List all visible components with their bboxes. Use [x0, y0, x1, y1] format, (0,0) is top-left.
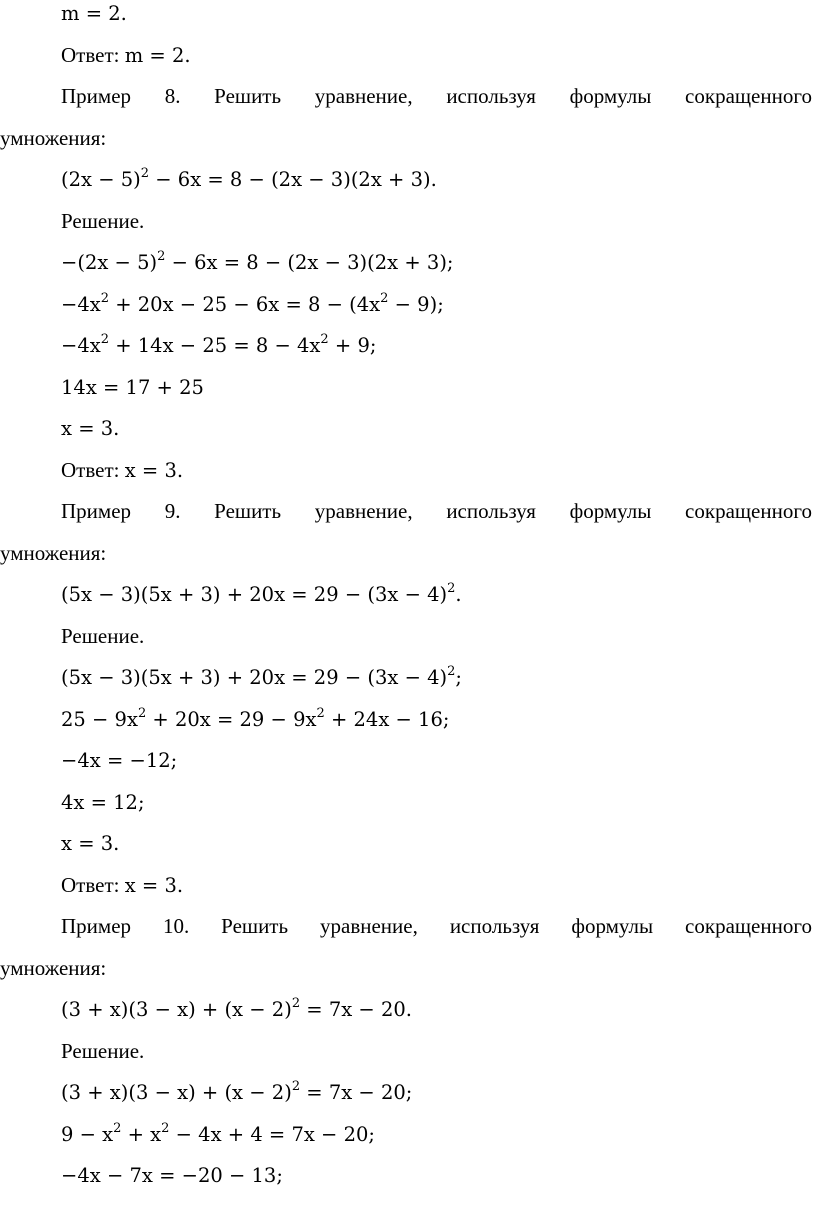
math-run: x = 3. — [124, 458, 184, 482]
line-math — [0, 284, 816, 325]
heading-word: формулы — [571, 914, 654, 938]
equation — [61, 417, 119, 440]
line-math — [0, 989, 816, 1030]
superscript: 2 — [447, 581, 456, 596]
equation — [61, 583, 462, 606]
math-run: + 14x − 25 = 8 − 4x — [109, 334, 321, 357]
line-math — [0, 1114, 816, 1155]
line-answer — [0, 865, 816, 906]
superscript: 2 — [161, 1120, 170, 1136]
equation — [61, 251, 454, 274]
equation — [61, 1081, 412, 1104]
superscript: 2 — [100, 332, 110, 347]
math-run: 9 − x — [61, 1122, 114, 1146]
line-math — [0, 0, 816, 34]
line-math — [0, 1155, 816, 1196]
heading-word: 9. — [164, 499, 181, 523]
equation — [61, 290, 444, 316]
equation — [61, 1120, 375, 1146]
math-run: . — [455, 583, 462, 606]
superscript: 2 — [113, 1120, 122, 1136]
math-run: = 7x − 20. — [300, 998, 412, 1021]
superscript: 2 — [380, 290, 389, 306]
line-answer — [0, 450, 816, 491]
math-run: − 6x = 8 − (2x − 3)(2x + 3); — [165, 251, 454, 274]
math-run: − 9); — [388, 292, 444, 316]
equation — [61, 334, 376, 357]
superscript: 2 — [316, 705, 325, 721]
heading-word: Решить — [214, 499, 282, 523]
answer-value — [125, 874, 183, 897]
heading-word: 10. — [162, 914, 190, 938]
math-run: (2x − 5) — [61, 168, 141, 191]
math-run: + 20x − 25 − 6x = 8 − (4x — [109, 292, 381, 316]
math-run: + 24x − 16; — [324, 707, 450, 731]
equation — [61, 749, 177, 772]
equation — [61, 791, 145, 814]
equation — [61, 705, 450, 731]
line-math — [0, 1072, 816, 1113]
equation — [61, 666, 462, 689]
line-text — [0, 201, 816, 242]
line-text — [0, 1031, 816, 1072]
line-math — [0, 159, 816, 200]
line-math — [0, 699, 816, 740]
math-run: − 4x + 4 = 7x − 20; — [169, 1122, 375, 1146]
heading-word: Пример — [61, 499, 132, 523]
equation — [61, 998, 412, 1021]
line-answer — [0, 35, 816, 76]
superscript: 2 — [137, 705, 147, 721]
math-run: x = 3. — [124, 873, 184, 897]
math-run: −4x — [61, 334, 101, 357]
heading-word: уравнение, — [320, 914, 418, 938]
superscript: 2 — [140, 166, 150, 181]
answer-label: Ответ: — [61, 42, 125, 67]
line-math — [0, 740, 816, 781]
line-math — [0, 823, 816, 864]
math-run: m = 2. — [124, 43, 191, 67]
line-math — [0, 242, 816, 283]
math-run: m = 2. — [61, 2, 127, 25]
continued-text: умножения: — [0, 125, 107, 150]
math-run: −4x = −12; — [61, 749, 178, 772]
paragraph-text: Решение. — [61, 1038, 145, 1063]
superscript: 2 — [100, 290, 110, 306]
math-run: (5x − 3)(5x + 3) + 20x = 29 − (3x − 4) — [61, 583, 448, 606]
math-run: ; — [455, 666, 462, 689]
heading-word: Решить — [221, 914, 289, 938]
heading-word: формулы — [569, 84, 652, 108]
answer-value — [125, 459, 183, 482]
math-run: (5x − 3)(5x + 3) + 20x = 29 − (3x − 4) — [61, 666, 448, 689]
math-run: x = 3. — [61, 417, 120, 440]
answer-value — [125, 44, 191, 67]
line-math — [0, 782, 816, 823]
math-run: 4x = 12; — [61, 790, 145, 814]
paragraph-text: Решение. — [61, 208, 145, 233]
math-run: (3 + x)(3 − x) + (x − 2) — [61, 1081, 292, 1104]
heading-word: Пример — [61, 84, 132, 108]
heading-word: 8. — [164, 84, 181, 108]
equation — [61, 2, 127, 25]
superscript: 2 — [447, 664, 456, 679]
math-run: + 9; — [328, 334, 377, 357]
math-run: −4x — [61, 292, 101, 316]
line-math — [0, 657, 816, 698]
equation — [61, 832, 119, 855]
line-math — [0, 574, 816, 615]
superscript: 2 — [157, 249, 166, 264]
line-cont — [0, 533, 816, 574]
heading-word: уравнение, — [314, 499, 413, 523]
math-run: + x — [121, 1122, 162, 1146]
math-run: −(2x − 5) — [61, 251, 158, 274]
heading-word: используя — [449, 914, 540, 938]
math-run: −4x − 7x = −20 − 13; — [61, 1164, 283, 1187]
heading-word: уравнение, — [314, 84, 413, 108]
math-run: 25 − 9x — [61, 707, 138, 731]
equation — [61, 168, 437, 191]
math-run: = 7x − 20; — [300, 1081, 413, 1104]
heading-word: сокращенного — [685, 84, 812, 108]
superscript: 2 — [291, 1079, 301, 1094]
equation — [61, 376, 204, 399]
equation — [61, 1164, 283, 1187]
line-example — [0, 491, 816, 532]
line-math — [0, 408, 816, 449]
line-cont — [0, 118, 816, 159]
line-example — [0, 76, 816, 117]
line-text — [0, 616, 816, 657]
heading-word: используя — [446, 499, 536, 523]
heading-word: сокращенного — [685, 499, 812, 523]
math-run: x = 3. — [61, 832, 120, 855]
math-run: − 6x = 8 − (2x − 3)(2x + 3). — [149, 168, 437, 191]
answer-label: Ответ: — [61, 457, 125, 482]
heading-word: Пример — [61, 914, 132, 938]
heading-word: используя — [446, 84, 536, 108]
math-run: (3 + x)(3 − x) + (x − 2) — [61, 998, 292, 1021]
heading-word: формулы — [569, 499, 652, 523]
line-cont — [0, 948, 816, 989]
line-math — [0, 325, 816, 366]
continued-text: умножения: — [0, 955, 107, 980]
superscript: 2 — [320, 332, 329, 347]
paragraph-text: Решение. — [61, 623, 145, 648]
heading-word: сокращенного — [685, 914, 812, 938]
heading-word: Решить — [214, 84, 282, 108]
line-example — [0, 906, 816, 947]
continued-text: умножения: — [0, 540, 107, 565]
line-math — [0, 367, 816, 408]
math-run: 14x = 17 + 25 — [61, 375, 204, 399]
math-run: + 20x = 29 − 9x — [146, 707, 317, 731]
superscript: 2 — [291, 996, 301, 1011]
answer-label: Ответ: — [61, 872, 125, 897]
